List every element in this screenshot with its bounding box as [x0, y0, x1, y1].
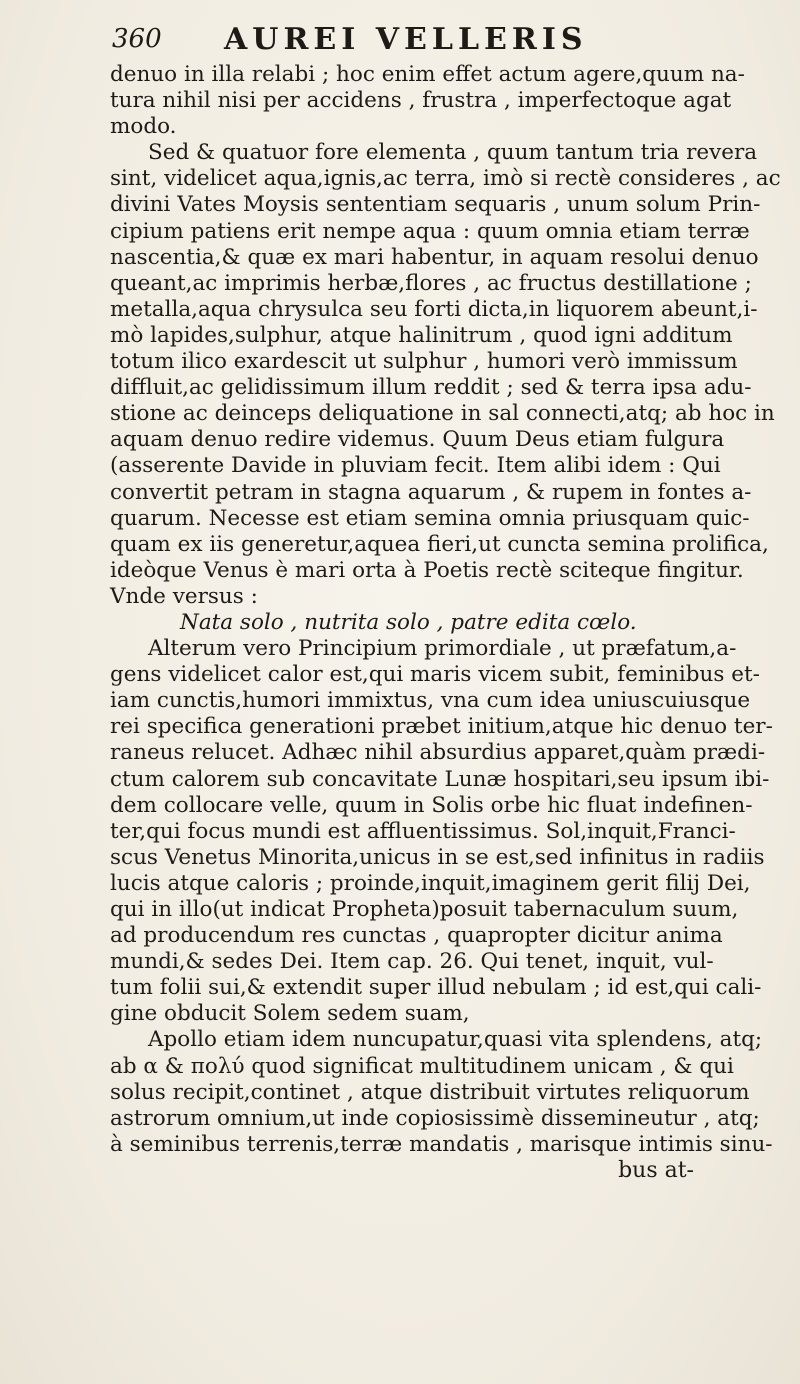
text-line: tum folii sui,& extendit super illud nebulam ; id est,qui cali-	[110, 975, 762, 1001]
text-line: lucis atque caloris ; proinde,inquit,imaginem gerit filij Dei,	[110, 870, 751, 896]
text-line: iam cunctis,humori immixtus, vna cum idea uniuscuiusque	[110, 688, 751, 714]
text-line: convertit petram in stagna aquarum , & rupem in fontes a-	[110, 479, 752, 505]
text-line: qui in illo(ut indicat Propheta)posuit tabernaculum suum,	[110, 897, 739, 922]
page-number: 360	[112, 24, 162, 54]
text-line: ctum calorem sub concavitate Lunæ hospitari,seu ipsum ibi-	[110, 766, 770, 792]
text-line: astrorum omnium,ut inde copiosissimè dissemineutur , atq;	[110, 1105, 760, 1131]
text-line: nascentia,& quæ ex mari habentur, in aquam resolui denuo	[110, 244, 759, 270]
text-line: ab α & πολύ quod significat multitudinem unicam , & qui	[110, 1053, 734, 1079]
text-line: sint, videlicet aqua,ignis,ac terra, imò si rectè consideres , ac	[110, 166, 781, 192]
text-line: stione ac deinceps deliquatione in sal connecti,atq; ab hoc in	[110, 401, 775, 427]
text-line: denuo in illa relabi ; hoc enim effet actum agere,quum na-	[110, 62, 745, 87]
text-line: gens videlicet calor est,qui maris vicem subit, feminibus et-	[110, 662, 760, 688]
page-header	[112, 22, 672, 60]
text-line: ideòque Venus è mari orta à Poetis rectè sciteque fingitur.	[110, 557, 744, 583]
text-line: scus Venetus Minorita,unicus in se est,sed infinitus in radiis	[110, 844, 765, 870]
text-line: cipium patiens erit nempe aqua : quum omnia etiam terræ	[110, 218, 750, 244]
text-line: modo.	[110, 114, 177, 140]
text-line: mò lapides,sulphur, atque halinitrum , quod igni additum	[110, 322, 733, 348]
text-line: Alterum vero Principium primordiale , ut præfatum,a-	[148, 636, 737, 662]
text-line: divini Vates Moysis sententiam sequaris , unum solum Prin-	[110, 192, 761, 218]
text-line: solus recipit,continet , atque distribuit virtutes reliquorum	[110, 1079, 750, 1105]
text-line: metalla,aqua chrysulca seu forti dicta,in liquorem abeunt,i-	[110, 296, 758, 322]
text-line: mundi,& sedes Dei. Item cap. 26. Qui tenet, inquit, vul-	[110, 949, 714, 975]
catchword: bus at-	[618, 1157, 694, 1183]
text-line: rei specifica generationi præbet initium,atque hic denuo ter-	[110, 714, 773, 740]
text-line: aquam denuo redire videmus. Quum Deus etiam fulgura	[110, 427, 725, 453]
text-line: Vnde versus :	[110, 583, 258, 609]
text-line: tura nihil nisi per accidens , frustra , imperfectoque agat	[110, 88, 732, 114]
text-line: gine obducit Solem sedem suam,	[110, 1001, 470, 1027]
text-line: Apollo etiam idem nuncupatur,quasi vita splendens, atq;	[148, 1027, 763, 1053]
text-line: (asserente Davide in pluviam fecit. Item alibi idem : Qui	[110, 453, 721, 479]
text-line: dem collocare velle, quum in Solis orbe hic fluat indefinen-	[110, 792, 753, 818]
text-line: ad producendum res cunctas , quapropter dicitur anima	[110, 923, 723, 949]
text-line: quarum. Necesse est etiam semina omnia priusquam quic-	[110, 505, 750, 531]
text-line: totum ilico exardescit ut sulphur , humori verò immissum	[110, 349, 738, 375]
body-text	[110, 62, 781, 1184]
text-line: ter,qui focus mundi est affluentissimus. Sol,inquit,Franci-	[110, 818, 736, 844]
text-line: Sed & quatuor fore elementa , quum tantum tria revera	[148, 140, 758, 166]
running-head: AUREI VELLERIS	[224, 22, 588, 57]
text-line: à seminibus terrenis,terræ mandatis , marisque intimis sinu-	[110, 1131, 773, 1157]
verse-line: Nata solo , nutrita solo , patre edita cœlo.	[180, 609, 637, 635]
text-line: queant,ac imprimis herbæ,flores , ac fructus destillatione ;	[110, 270, 752, 296]
text-line: quam ex iis generetur,aquea fieri,ut cuncta semina prolifica,	[110, 531, 769, 557]
text-line: raneus relucet. Adhæc nihil absurdius apparet,quàm prædi-	[110, 740, 766, 766]
text-line: diffluit,ac gelidissimum illum reddit ; sed & terra ipsa adu-	[110, 375, 752, 401]
